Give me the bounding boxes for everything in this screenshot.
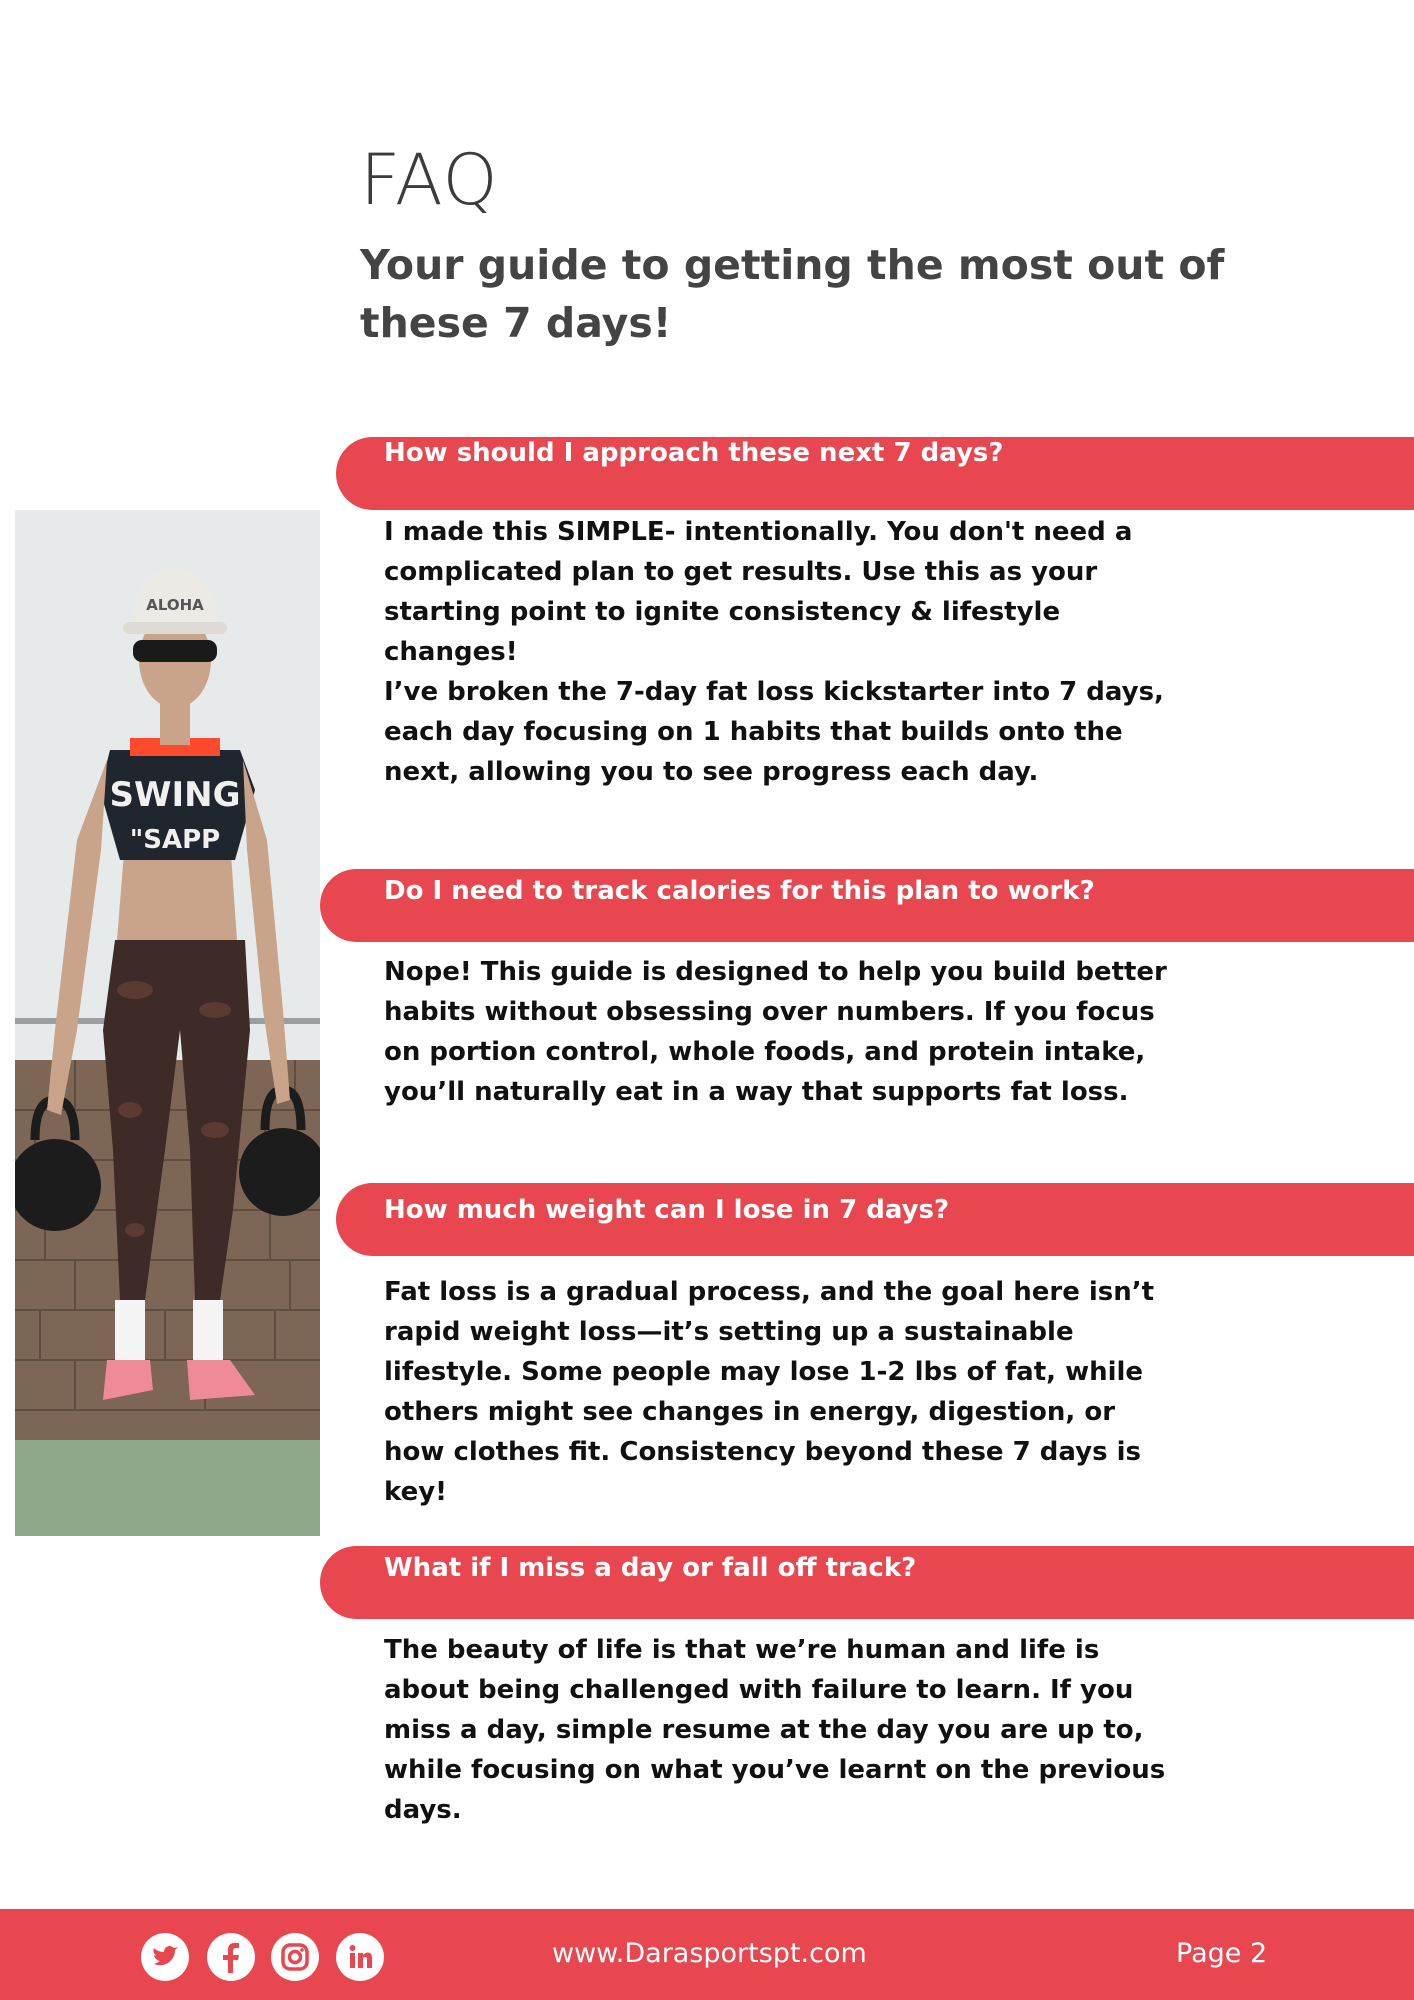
faq-answer-paragraph: I made this SIMPLE- intentionally. You don't need a complicated plan to get results. Use this as your starting point to ignite consistency & lifestyle changes!: [384, 517, 1133, 667]
shirt-text-1: SWING: [109, 775, 241, 815]
faq-question: How should I approach these next 7 days?: [384, 438, 1004, 468]
footer: [0, 1909, 1414, 2000]
fitness-photo: [15, 510, 320, 1536]
faq-answer-paragraph: Nope! This guide is designed to help you build better habits without obsessing over numbers. If you focus on portion control, whole foods, and protein intake, you’ll naturally eat in a way that supports fat loss.: [384, 957, 1167, 1107]
faq-answer: [384, 1272, 1184, 1512]
cap-text: ALOHA: [146, 596, 204, 614]
page-number: Page 2: [1176, 1938, 1268, 1969]
faq-answer-paragraph: Fat loss is a gradual process, and the goal here isn’t rapid weight loss—it’s setting up a sustainable lifestyle. Some people may lose 1-2 lbs of fat, while others might see changes in energy, digestion, or how clothes fit. Consistency beyond these 7 days is key!: [384, 1277, 1155, 1507]
faq-question: Do I need to track calories for this plan to work?: [384, 876, 1095, 906]
faq-answer: [384, 1630, 1184, 1830]
faq-question: How much weight can I lose in 7 days?: [384, 1195, 950, 1225]
page-subtitle: Your guide to getting the most out of these 7 days!: [360, 241, 1225, 347]
faq-answer: [384, 512, 1184, 792]
twitter-icon[interactable]: [141, 1933, 189, 1981]
faq-answer-paragraph: I’ve broken the 7-day fat loss kickstarter into 7 days,: [384, 677, 1164, 707]
faq-question: What if I miss a day or fall off track?: [384, 1553, 917, 1583]
instagram-icon[interactable]: [271, 1933, 319, 1981]
website-link[interactable]: www.Darasportspt.com: [552, 1938, 867, 1969]
page-title: FAQ: [360, 139, 499, 221]
facebook-icon[interactable]: [207, 1933, 255, 1981]
faq-answer-paragraph: The beauty of life is that we’re human and life is about being challenged with failure to learn. If you miss a day, simple resume at the day you are up to, while focusing on what you’ve learnt on the previous days.: [384, 1635, 1166, 1825]
faq-answer-paragraph: each day focusing on 1 habits that builds onto the next, allowing you to see progress each day.: [384, 717, 1123, 787]
shirt-text-2: "SAPP: [129, 825, 221, 855]
linkedin-icon[interactable]: [336, 1933, 384, 1981]
faq-answer: [384, 952, 1184, 1112]
